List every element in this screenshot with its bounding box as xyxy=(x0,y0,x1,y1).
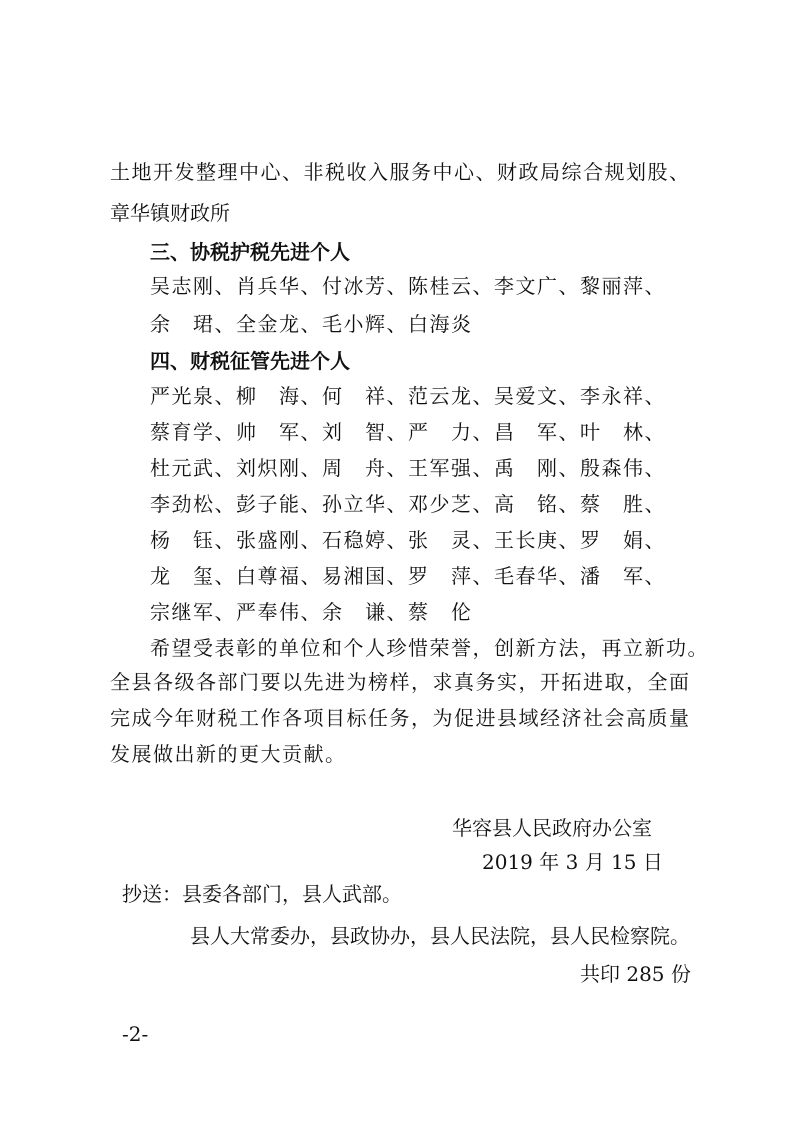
section4-names-line-4: 李劲松、彭子能、孙立华、邓少芝、高 铭、蔡 胜、 xyxy=(150,492,666,516)
section4-names-line-6: 龙 玺、白尊福、易湘国、罗 萍、毛春华、潘 军、 xyxy=(150,564,666,588)
section3-names-line-1: 吴志刚、肖兵华、付冰芳、陈桂云、李文广、黎丽萍、 xyxy=(150,274,666,298)
signature-office: 华容县人民政府办公室 xyxy=(452,816,652,840)
closing-line-3: 完成今年财税工作各项目标任务，为促进县域经济社会高质量 xyxy=(110,706,691,730)
closing-line-1: 希望受表彰的单位和个人珍惜荣誉，创新方法，再立新功。 xyxy=(150,636,709,660)
closing-line-4: 发展做出新的更大贡献。 xyxy=(110,742,347,766)
page-number: -2- xyxy=(122,1022,149,1046)
section4-names-line-5: 杨 钰、张盛刚、石稳婷、张 灵、王长庚、罗 娟、 xyxy=(150,528,666,552)
copies-count: 共印 285 份 xyxy=(580,962,691,986)
intro-line-2: 章华镇财政所 xyxy=(110,201,230,225)
distribution-cc-continued: 县人大常委办，县政协办，县人民法院，县人民检察院。 xyxy=(190,924,690,948)
section4-names-line-3: 杜元武、刘炽刚、周 舟、王军强、禹 刚、殷森伟、 xyxy=(150,456,666,480)
closing-line-2: 全县各级各部门要以先进为榜样，求真务实，开拓进取，全面 xyxy=(110,670,691,694)
distribution-cc: 抄送：县委各部门，县人武部。 xyxy=(122,882,402,906)
section4-names-line-2: 蔡育学、帅 军、刘 智、严 力、昌 军、叶 林、 xyxy=(150,420,666,444)
section4-names-line-7: 宗继军、严奉伟、余 谦、蔡 伦 xyxy=(150,600,473,624)
signature-date: 2019 年 3 月 15 日 xyxy=(482,850,663,874)
section3-heading: 三、协税护税先进个人 xyxy=(150,240,350,264)
section4-names-line-1: 严光泉、柳 海、何 祥、范云龙、吴爱文、李永祥、 xyxy=(150,384,666,408)
intro-line-1: 土地开发整理中心、非税收入服务中心、财政局综合规划股、 xyxy=(110,160,691,184)
section3-names-line-2: 余 珺、全金龙、毛小辉、白海炎 xyxy=(150,312,473,336)
section4-heading: 四、财税征管先进个人 xyxy=(150,349,350,373)
